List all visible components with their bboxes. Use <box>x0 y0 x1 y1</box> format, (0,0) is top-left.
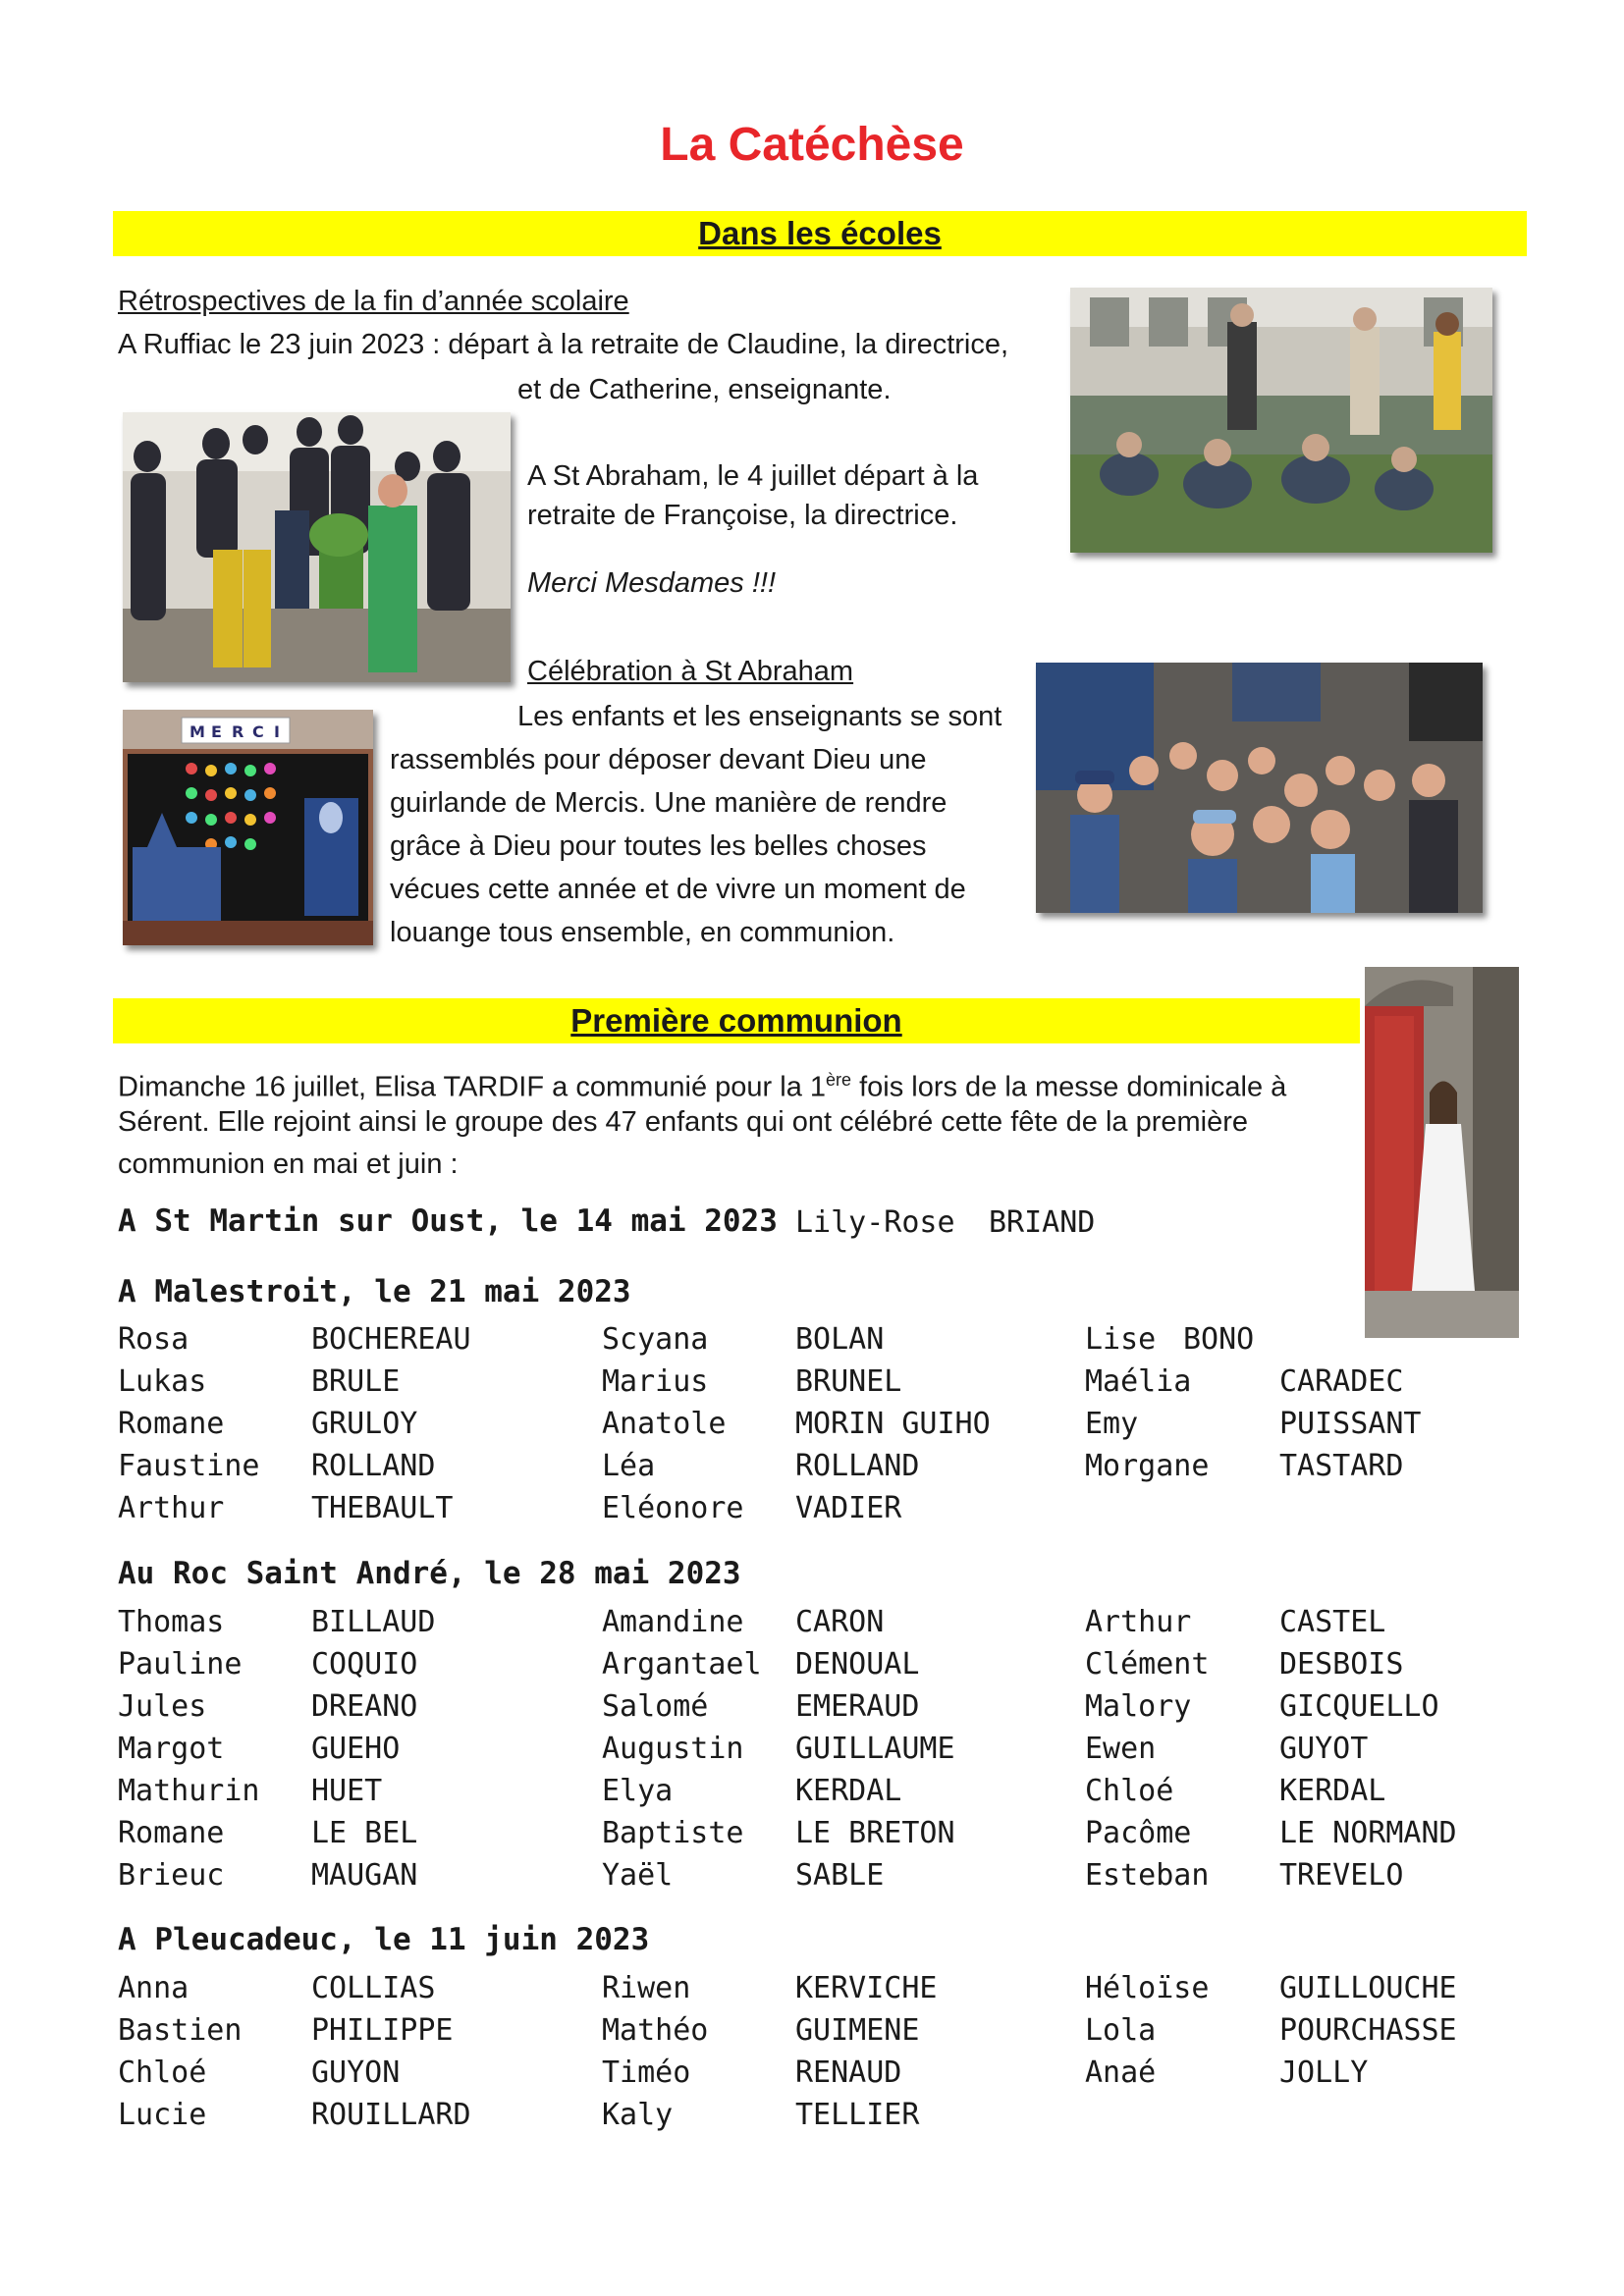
name-first: Augustin <box>602 1732 744 1766</box>
name-first: Anatole <box>602 1407 727 1441</box>
name-first: Kaly <box>602 2098 674 2132</box>
name-row <box>118 1732 1512 1774</box>
name-row <box>118 1322 1512 1364</box>
group-heading: Au Roc Saint André, le 28 mai 2023 <box>118 1556 741 1591</box>
name-first: Argantael <box>602 1647 762 1682</box>
name-last: GUILLAUME <box>795 1732 955 1766</box>
name-last: CASTEL <box>1279 1605 1386 1639</box>
name-row <box>118 1689 1512 1732</box>
name-first: Baptiste <box>602 1816 744 1850</box>
name-first: Léa <box>602 1449 656 1483</box>
name-last: JOLLY <box>1279 2056 1369 2090</box>
name-last: LE BEL <box>311 1816 418 1850</box>
section-heading: Première communion <box>570 1002 902 1039</box>
name-first: Brieuc <box>118 1858 225 1893</box>
merci-garland-photo <box>123 710 373 945</box>
communion-intro-line-2: Sérent. Elle rejoint ainsi le groupe des 47 enfants qui ont célébré cette fête de la première <box>118 1106 1249 1138</box>
name-first: Anaé <box>1085 2056 1157 2090</box>
name-first: Clément <box>1085 1647 1210 1682</box>
name-first: Salomé <box>602 1689 709 1724</box>
name-last: GUEHO <box>311 1732 401 1766</box>
section-band-schools <box>113 211 1527 256</box>
name-last: COQUIO <box>311 1647 418 1682</box>
page-title: La Catéchèse <box>660 119 964 171</box>
name-last: COLLIAS <box>311 1971 436 2005</box>
name-row <box>118 1858 1512 1900</box>
names-grid-malestroit <box>118 1322 1512 1533</box>
celebration-line-4: grâce à Dieu pour toutes les belles choses <box>390 830 927 862</box>
name-row <box>118 1816 1512 1858</box>
name-first: Scyana <box>602 1322 709 1357</box>
intro-superscript: ère <box>826 1070 852 1090</box>
name-last: PHILIPPE <box>311 2013 454 2048</box>
name-first: Margot <box>118 1732 225 1766</box>
communion-intro-line-3: communion en mai et juin : <box>118 1148 459 1180</box>
name-last: DENOUAL <box>795 1647 920 1682</box>
name-last: BILLAUD <box>311 1605 436 1639</box>
first-communion-photo <box>1365 967 1519 1338</box>
name-first: Pauline <box>118 1647 243 1682</box>
name-first: Héloïse <box>1085 1971 1210 2005</box>
name-first: Mathurin <box>118 1774 260 1808</box>
name-first: Mathéo <box>602 2013 709 2048</box>
name-row <box>118 1971 1512 2013</box>
name-row <box>118 1491 1512 1533</box>
name-first: Eléonore <box>602 1491 744 1525</box>
name-row <box>118 1449 1512 1491</box>
name-last: LE BRETON <box>795 1816 955 1850</box>
intro-text: fois lors de la messe dominicale à <box>851 1071 1287 1103</box>
merci-letter: R <box>232 722 244 741</box>
name-first: Lise <box>1085 1322 1157 1357</box>
name-first: Esteban <box>1085 1858 1210 1893</box>
name-first: Jules <box>118 1689 207 1724</box>
name-first: Lily-Rose <box>795 1205 955 1240</box>
name-last: CARON <box>795 1605 885 1639</box>
name-row <box>118 2056 1512 2098</box>
name-last: GICQUELLO <box>1279 1689 1439 1724</box>
name-first: Malory <box>1085 1689 1192 1724</box>
celebration-line-5: vécues cette année et de vivre un moment de <box>390 874 966 905</box>
retro-title: Rétrospectives de la fin d’année scolaire <box>118 286 629 317</box>
name-last: BOCHEREAU <box>311 1322 471 1357</box>
name-first: Romane <box>118 1816 225 1850</box>
name-last: BONO <box>1183 1322 1255 1357</box>
ruffiac-line-1: A Ruffiac le 23 juin 2023 : départ à la retraite de Claudine, la directrice, <box>118 329 1009 360</box>
name-first: Yaël <box>602 1858 674 1893</box>
name-last: ROLLAND <box>795 1449 920 1483</box>
name-first: Arthur <box>118 1491 225 1525</box>
celebration-line-2: rassemblés pour déposer devant Dieu une <box>390 744 927 775</box>
celebration-title: Célébration à St Abraham <box>527 656 854 687</box>
name-last: KERVICHE <box>795 1971 938 2005</box>
section-band-communion <box>113 998 1360 1043</box>
name-first: Rosa <box>118 1322 189 1357</box>
name-last: RENAUD <box>795 2056 902 2090</box>
children-group-photo <box>1036 663 1483 913</box>
name-first: Marius <box>602 1364 709 1399</box>
name-last: LE NORMAND <box>1279 1816 1457 1850</box>
section-heading: Dans les écoles <box>698 215 942 251</box>
name-first: Bastien <box>118 2013 243 2048</box>
name-last: TREVELO <box>1279 1858 1404 1893</box>
name-last: PUISSANT <box>1279 1407 1422 1441</box>
name-first: Arthur <box>1085 1605 1192 1639</box>
name-first: Chloé <box>1085 1774 1174 1808</box>
group-heading: A Pleucadeuc, le 11 juin 2023 <box>118 1922 650 1957</box>
celebration-line-3: guirlande de Mercis. Une manière de rendre <box>390 787 947 819</box>
name-row <box>118 1364 1512 1407</box>
merci-line: Merci Mesdames !!! <box>527 567 776 599</box>
name-last: SABLE <box>795 1858 885 1893</box>
name-first: Timéo <box>602 2056 691 2090</box>
retirement-group-photo <box>123 412 511 682</box>
name-last: CARADEC <box>1279 1364 1404 1399</box>
name-first: Lukas <box>118 1364 207 1399</box>
name-row <box>118 2098 1512 2140</box>
merci-letter: C <box>252 722 264 741</box>
name-last: THEBAULT <box>311 1491 454 1525</box>
name-first: Faustine <box>118 1449 260 1483</box>
name-last: GUIMENE <box>795 2013 920 2048</box>
name-first: Pacôme <box>1085 1816 1192 1850</box>
name-first: Lucie <box>118 2098 207 2132</box>
names-grid-pleucadeuc <box>118 1971 1512 2140</box>
merci-letter: I <box>274 722 280 741</box>
name-last: ROUILLARD <box>311 2098 471 2132</box>
name-first: Morgane <box>1085 1449 1210 1483</box>
name-first: Riwen <box>602 1971 691 2005</box>
name-first: Amandine <box>602 1605 744 1639</box>
name-last: HUET <box>311 1774 383 1808</box>
name-last: VADIER <box>795 1491 902 1525</box>
group-heading: A St Martin sur Oust, le 14 mai 2023 <box>118 1203 778 1239</box>
name-row <box>118 1647 1512 1689</box>
name-first: Anna <box>118 1971 189 2005</box>
name-last: TELLIER <box>795 2098 920 2132</box>
name-row <box>118 2013 1512 2056</box>
merci-letter: E <box>211 722 222 741</box>
name-row <box>118 1774 1512 1816</box>
ruffiac-line-2: et de Catherine, enseignante. <box>517 374 892 405</box>
name-first: Ewen <box>1085 1732 1157 1766</box>
name-first: Emy <box>1085 1407 1139 1441</box>
name-first: Chloé <box>118 2056 207 2090</box>
abraham-line-2: retraite de Françoise, la directrice. <box>527 500 958 531</box>
group-heading: A Malestroit, le 21 mai 2023 <box>118 1274 631 1309</box>
name-last: KERDAL <box>795 1774 902 1808</box>
name-last: EMERAUD <box>795 1689 920 1724</box>
name-first: Romane <box>118 1407 225 1441</box>
name-last: POURCHASSE <box>1279 2013 1457 2048</box>
name-row <box>118 1407 1512 1449</box>
merci-letter: M <box>189 722 205 741</box>
name-last: DESBOIS <box>1279 1647 1404 1682</box>
names-grid-roc-saint-andre <box>118 1605 1512 1900</box>
abraham-line-1: A St Abraham, le 4 juillet départ à la <box>527 460 979 492</box>
name-first: Maélia <box>1085 1364 1192 1399</box>
name-last: ROLLAND <box>311 1449 436 1483</box>
name-row <box>118 1605 1512 1647</box>
name-first: Thomas <box>118 1605 225 1639</box>
name-last: BOLAN <box>795 1322 885 1357</box>
outdoor-children-photo <box>1070 288 1492 553</box>
name-last: BRUNEL <box>795 1364 902 1399</box>
intro-text: Dimanche 16 juillet, Elisa TARDIF a communié pour la 1 <box>118 1071 827 1103</box>
celebration-line-6: louange tous ensemble, en communion. <box>390 917 895 948</box>
name-last: GUYOT <box>1279 1732 1369 1766</box>
name-last: MAUGAN <box>311 1858 418 1893</box>
name-first: Elya <box>602 1774 674 1808</box>
name-last: BRULE <box>311 1364 401 1399</box>
celebration-line-1: Les enfants et les enseignants se sont <box>517 701 1002 732</box>
name-last: GUILLOUCHE <box>1279 1971 1457 2005</box>
name-last: GUYON <box>311 2056 401 2090</box>
name-last: MORIN GUIHO <box>795 1407 991 1441</box>
name-first: Lola <box>1085 2013 1157 2048</box>
name-last: TASTARD <box>1279 1449 1404 1483</box>
name-last: GRULOY <box>311 1407 418 1441</box>
name-last: BRIAND <box>989 1205 1096 1240</box>
name-last: KERDAL <box>1279 1774 1386 1808</box>
name-last: DREANO <box>311 1689 418 1724</box>
